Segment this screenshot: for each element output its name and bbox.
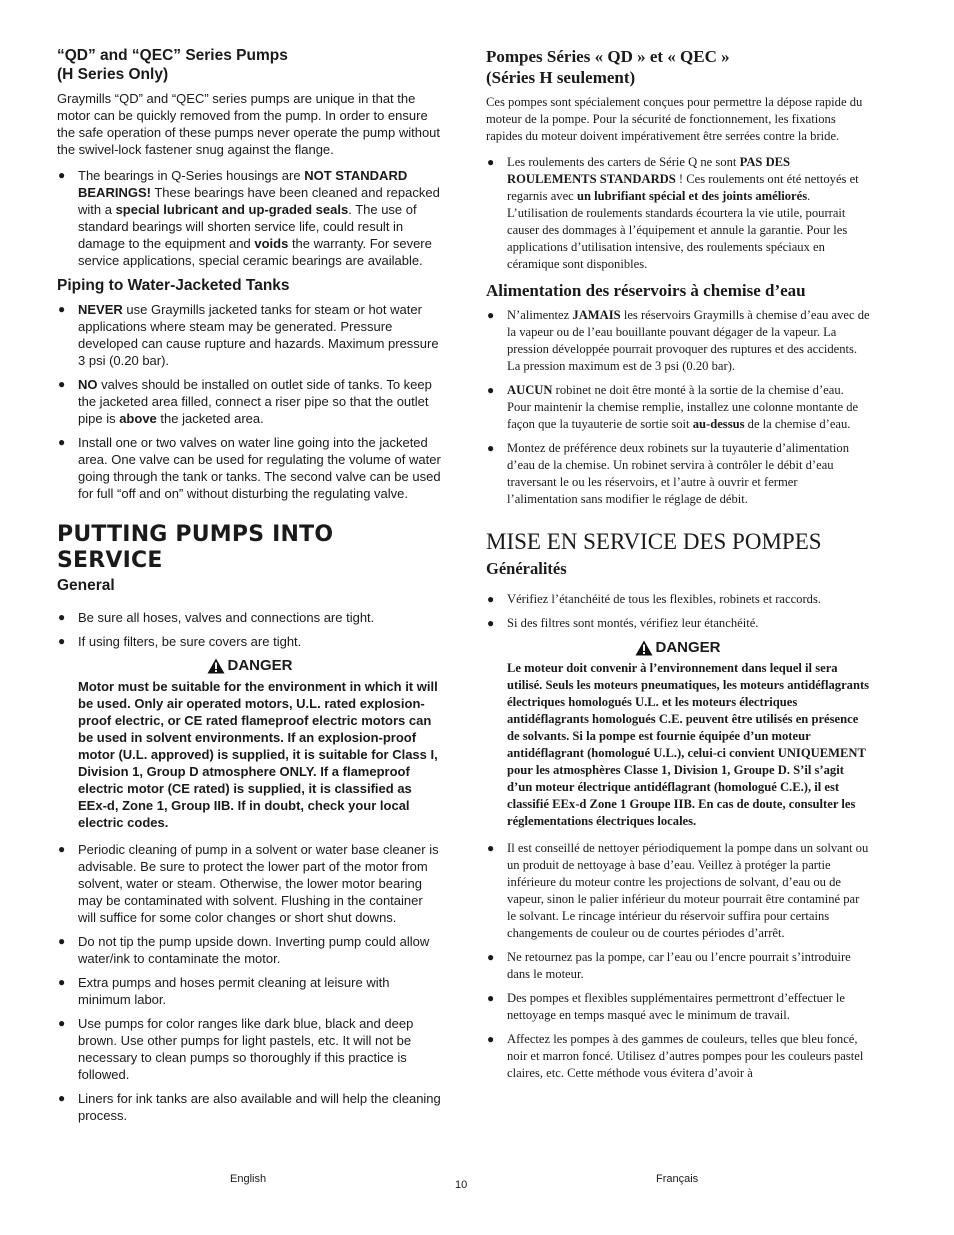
bullet-icon: ● — [58, 302, 66, 316]
list-item: ● Install one or two valves on water line going into the jacketed area. One valve can be used for regulating the volume of water going through the tank or tanks. The second valve can be used for full “off and on” without disturbing the regulating valve. — [58, 435, 441, 501]
danger-label: DANGER — [57, 657, 443, 674]
list-item: ● Montez de préférence deux robinets sur la tuyauterie d’alimentation d’eau de la chemise. Un robinet servira à contrôler le débit d’eau traversant le ou les réservoirs, et l’autre à ouvrir et fermer l’alimentation sans modifier le réglage de débit. — [487, 441, 849, 506]
general-bullets-2-fr — [486, 840, 870, 1082]
qd-intro: Graymills “QD” and “QEC” series pumps are unique in that the motor can be quickly removed from the pump. In order to ensure the safe operation of these pumps never operate the pump without the swivel-lock fastener snug against the flange. — [57, 91, 441, 157]
qd-bullets-fr — [486, 154, 870, 273]
page-number: 10 — [455, 1179, 468, 1191]
bullet-icon: ● — [58, 975, 66, 989]
list-item: ● The bearings in Q-Series housings are NOT STANDARD BEARINGS! These bearings have been cleaned and repacked with a special lubricant and up-graded seals. The use of standard bearings will shorten service life, could result in damage to the equipment and voids the warranty. For severe service applications, special ceramic bearings are available. — [58, 168, 440, 268]
list-item: ● Si des filtres sont montés, vérifiez leur étanchéité. — [487, 616, 759, 630]
list-item: ● NEVER use Graymills jacketed tanks for steam or hot water applications where steam may be generated. Pressure developed can cause rupture and hazards. Maximum pressure 3 psi (0.20 bar). — [58, 302, 439, 368]
qd-series-heading-fr: Pompes Séries « QD » et « QEC » (Séries H seulement) — [486, 47, 730, 87]
list-item: ● Use pumps for color ranges like dark blue, black and deep brown. Use other pumps for light pastels, etc. It will not be necessary to clean pumps so thoroughly if this practice is followed. — [58, 1016, 414, 1082]
bullet-icon: ● — [487, 991, 495, 1005]
bullet-icon: ● — [58, 634, 66, 648]
bullet-icon: ● — [58, 842, 66, 856]
list-item: ● Liners for ink tanks are also available and will help the cleaning process. — [58, 1091, 441, 1123]
footer-language-left: English — [230, 1173, 267, 1185]
bullet-icon: ● — [487, 308, 495, 322]
bullet-icon: ● — [58, 377, 66, 391]
bullet-icon: ● — [58, 1091, 66, 1105]
list-item: ● Ne retournez pas la pompe, car l’eau ou l’encre pourrait s’introduire dans le moteur. — [487, 950, 851, 981]
french-column — [486, 46, 870, 1089]
list-item: ● Des pompes et flexibles supplémentaires permettront d’effectuer le nettoyage en temps masqué avec le minimum de travail. — [487, 991, 845, 1022]
piping-heading: Piping to Water-Jacketed Tanks — [57, 277, 290, 294]
qd-intro-fr: Ces pompes sont spécialement conçues pour permettre la dépose rapide du moteur de la pompe. Pour la sécurité de fonctionnement, les fixations rapides du moteur doivent impérativement être serrées contre la bride. — [486, 95, 863, 143]
list-item: ● Il est conseillé de nettoyer périodiquement la pompe dans un solvant ou un produit de nettoyage à base d’eau. Veillez à protéger la partie inférieure du moteur contre les projections de solvant, d’eau ou de vapeur, sinon le palier inférieur du moteur pourrait être contaminé par le solvant. Le rincage intérieur du réservoir suffira pour certains changements de couleur ou de courtes périodes d’arrêt. — [487, 841, 869, 940]
qd-bullets — [57, 167, 443, 269]
general-bullets-fr — [486, 591, 870, 632]
bullet-icon: ● — [487, 616, 495, 630]
general-heading: General — [57, 577, 115, 594]
list-item: ● Be sure all hoses, valves and connections are tight. — [58, 610, 375, 625]
list-item: ● Periodic cleaning of pump in a solvent or water base cleaner is advisable. Be sure to protect the lower part of the motor from solvent, water or steam. Otherwise, the lower motor bearing may be contaminated with solvent. Flushing in the container will suffice for some color changes or short shut downs. — [58, 842, 439, 925]
bullet-icon: ● — [487, 950, 495, 964]
bullet-icon: ● — [487, 155, 495, 169]
list-item: ● Les roulements des carters de Série Q ne sont PAS DES ROULEMENTS STANDARDS ! Ces roulements ont été nettoyés et regarnis avec un lubrifiant spécial et des joints améliorés. L’utilisation de roulements standards écourtera la vie utile, pourrait causer des dommages à l’équipement et annule la garantie. Pour les applications d’utilisation intensive, des roulements spéciaux en céramique sont disponibles. — [487, 155, 859, 271]
service-heading-fr: MISE EN SERVICE DES POMPES — [486, 529, 822, 554]
danger-label-fr: DANGER — [486, 639, 870, 656]
footer-language-right: Français — [656, 1173, 699, 1185]
bullet-icon: ● — [487, 441, 495, 455]
general-heading-fr: Généralités — [486, 559, 567, 578]
piping-heading-fr: Alimentation des réservoirs à chemise d’eau — [486, 281, 806, 300]
service-heading: PUTTING PUMPS INTO SERVICE — [57, 522, 334, 573]
list-item: ● Vérifiez l’étanchéité de tous les flexibles, robinets et raccords. — [487, 592, 822, 606]
list-item: ● AUCUN robinet ne doit être monté à la sortie de la chemise d’eau. Pour maintenir la chemise remplie, installez une colonne montante de façon que la tuyauterie de sortie soit au-dessus de la chemise d’eau. — [487, 383, 859, 431]
list-item: ● Affectez les pompes à des gammes de couleurs, telles que bleu foncé, noir et marron foncé. Utilisez d’autres pompes pour les couleurs pastel claires, etc. Cette méthode vous évitera d’avoir à — [487, 1032, 864, 1080]
bullet-icon: ● — [487, 1032, 495, 1046]
list-item: ● NO valves should be installed on outlet side of tanks. To keep the jacketed area filled, connect a riser pipe so that the outlet pipe is above the jacketed area. — [58, 377, 432, 426]
warning-triangle-icon — [207, 658, 225, 674]
danger-text-fr: Le moteur doit convenir à l’environnement dans lequel il sera utilisé. Seuls les moteurs pneumatiques, les moteurs antidéflagrants électriques homologués U.L. et les moteurs électriques antidéflagrants homologués C.E. peuvent être utilisés en présence de solvants. Si la pompe est fournie équipée d’un moteur antidéflagrant (homologué U.L.), celui-ci convient UNIQUEMENT pour les atmosphères Classe 1, Division 1, Groupe D. S’il s’agit d’un moteur électrique antidéflagrant (homologué C.E.), il est classifié EEx-d Zone 1 Groupe IIB. En cas de doute, consulter les réglementations électriques locales. — [507, 661, 870, 828]
warning-triangle-icon — [635, 640, 653, 656]
bullet-icon: ● — [487, 841, 495, 855]
bullet-icon: ● — [58, 610, 66, 624]
english-column — [57, 46, 443, 1131]
piping-bullets — [57, 301, 443, 502]
list-item: ● N’alimentez JAMAIS les réservoirs Graymills à chemise d’eau avec de la vapeur ou de l’eau bouillante pouvant dégager de la vapeur. La pression développée pourrait provoquer des ruptures et des accidents. La pression maximum est de 3 psi (0.20 bar). — [487, 308, 870, 373]
list-item: ● Extra pumps and hoses permit cleaning at leisure with minimum labor. — [58, 975, 390, 1007]
list-item: ● If using filters, be sure covers are tight. — [58, 634, 302, 649]
bullet-icon: ● — [58, 1016, 66, 1030]
general-bullets-2 — [57, 841, 443, 1124]
bullet-icon: ● — [487, 383, 495, 397]
list-item: ● Do not tip the pump upside down. Inverting pump could allow water/ink to contaminate the motor. — [58, 934, 430, 966]
danger-text: Motor must be suitable for the environment in which it will be used. Only air operated motors, U.L. rated explosion-proof electric, or CE rated flameproof electric motors can be used in solvent environments. If an explosion-proof motor (U.L. approved) is supplied, it is suitable for Class I, Division 1, Group D atmosphere ONLY. If a flameproof electric motor (CE rated) is supplied, it is classified as EEx-d, Zone 1, Group IIB. If in doubt, check your local electric codes. — [78, 679, 438, 830]
piping-bullets-fr — [486, 307, 870, 508]
qd-series-heading: “QD” and “QEC” Series Pumps (H Series Only) — [57, 47, 288, 83]
bullet-icon: ● — [58, 168, 66, 182]
bullet-icon: ● — [487, 592, 495, 606]
bullet-icon: ● — [58, 435, 66, 449]
general-bullets — [57, 609, 443, 650]
bullet-icon: ● — [58, 934, 66, 948]
